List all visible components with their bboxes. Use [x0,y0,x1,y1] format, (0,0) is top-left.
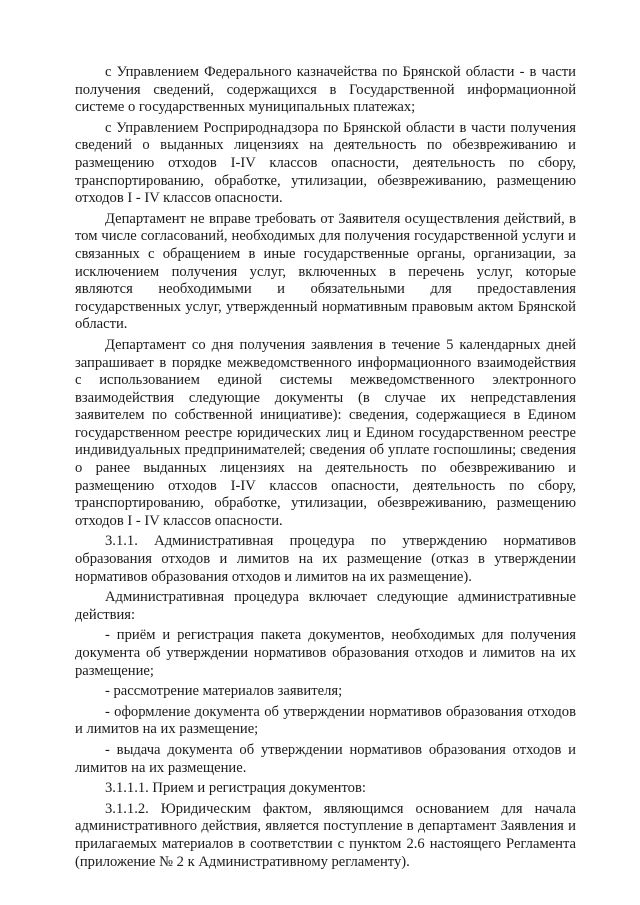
list-item-reception: - приём и регистрация пакета документов, необходимых для получения документа об утверждении нормативов образования отходов и лимитов на их размещение; [75,627,576,679]
list-item-review: - рассмотрение материалов заявителя; [105,683,343,700]
list-item-issuance: - выдача документа об утверждении нормативов образования отходов и лимитов на их размещение. [75,741,576,776]
list-item-formalization: - оформление документа об утверждении нормативов образования отходов и лимитов на их размещение; [75,703,576,738]
paragraph-interagency-requests: Департамент со дня получения заявления в течение 5 календарных дней запрашивает в порядке межведомственного информационного взаимодействия с использованием единой системы межведомственного электронного взаимодействия следующие документы (в случае их непредставления заявителем по собственной инициативе): сведения, содержащиеся в Едином государственном реестре юридических лиц и Едином государственном реестре индивидуальных предпринимателей; сведения об уплате госпошлины; сведения о ранее выданных лицензиях на деятельность по обезвреживанию и размещению отходов I-IV классов опасности, деятельность по сбору, транспортированию, обработке, утилизации, обезвреживанию, размещению отходов I - IV классов опасности. [75,336,576,529]
paragraph-rosprirodnadzor: с Управлением Росприроднадзора по Брянской области в части получения сведений о выданных лицензиях на деятельность по обезвреживанию и размещению отходов I-IV классов опасности, деятельность по сбору, транспортированию, обработке, утилизации, обезвреживанию, размещению отходов I - IV классов опасности. [75,119,576,207]
paragraph-department-restrictions: Департамент не вправе требовать от Заявителя осуществления действий, в том числе согласований, необходимых для получения государственной услуги и связанных с обращением в иные государственные органы, организации, за исключением получения услуг, включенных в перечень услуг, которые являются необходимыми и обязательными для предоставления государственных услуг, утвержденный нормативным правовым актом Брянской области. [75,210,576,333]
paragraph-procedure-actions: Административная процедура включает следующие административные действия: [75,589,576,623]
paragraph-section-3-1-1: 3.1.1. Административная процедура по утверждению нормативов образования отходов и лимитов на их размещение (отказ в утверждении нормативов образования отходов и лимитов на их размещение). [75,533,576,585]
paragraph-section-3-1-1-2: 3.1.1.2. Юридическим фактом, являющимся основанием для начала административного действия, является поступление в департамент Заявления и прилагаемых материалов в соответствии с пунктом 2.6 настоящего Регламента (приложение № 2 к Административному регламенту). [75,800,576,870]
document-body [75,64,576,874]
paragraph-section-3-1-1-1: 3.1.1.1. Прием и регистрация документов: [105,780,366,797]
paragraph-treasury: с Управлением Федерального казначейства по Брянской области - в части получения сведений, содержащихся в Государственной информационной системе о государственных муниципальных платежах; [75,64,576,116]
